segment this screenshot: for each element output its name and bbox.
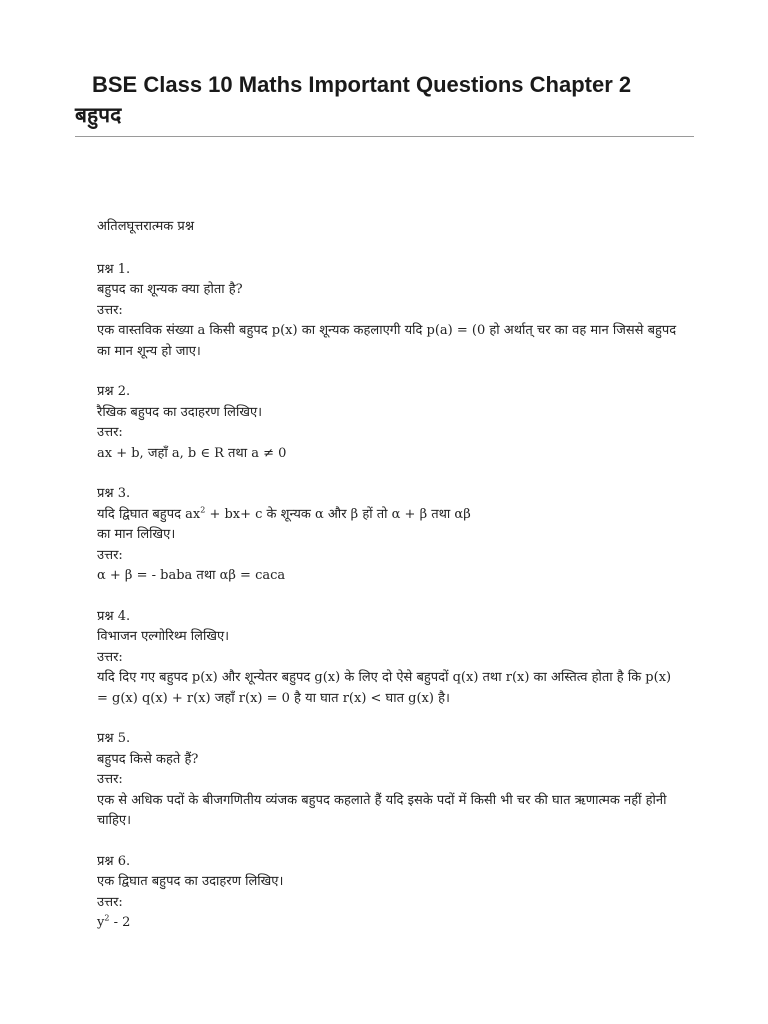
answer-label: उत्तर: [97, 547, 123, 563]
question-text: बहुपद किसे कहते हैं? [97, 751, 199, 767]
superscript: 2 [200, 505, 206, 515]
title-divider [75, 136, 694, 137]
section-heading: अतिलघूत्तरात्मक प्रश्न [97, 219, 195, 234]
question-label: प्रश्न 6. [97, 853, 131, 869]
answer-text: एक से अधिक पदों के बीजगणितीय व्यंजक बहुपद कहलाते हैं यदि इसके पदों में किसी भी चर की घात ऋणात्मक नहीं होनी चाहिए। [97, 792, 667, 828]
answer-text: ax + b, जहाँ a, b ∈ R तथा a ≠ 0 [97, 445, 287, 461]
question-block-1 [97, 260, 677, 363]
question-block-2 [97, 382, 677, 464]
question-text: रैखिक बहुपद का उदाहरण लिखिए। [97, 404, 263, 420]
question-text-part: + bx+ c के शून्यक α और β हों तो α + β तथा αβ [205, 506, 471, 522]
question-text-part: यदि द्विघात बहुपद ax [97, 506, 201, 522]
question-label: प्रश्न 1. [97, 261, 131, 277]
question-block-4 [97, 607, 677, 710]
page-title-line1: BSE Class 10 Maths Important Questions Chapter 2 [92, 72, 632, 97]
answer-text-part: y [97, 915, 105, 930]
page-title [75, 68, 695, 128]
question-label: प्रश्न 3. [97, 486, 131, 501]
question-block-3 [97, 484, 677, 587]
superscript: 2 [104, 913, 110, 923]
question-block-6 [97, 852, 677, 934]
question-label: प्रश्न 5. [97, 731, 131, 746]
answer-label: उत्तर: [97, 425, 123, 440]
answer-label: उत्तर: [97, 894, 123, 910]
question-text: विभाजन एल्गोरिथ्म लिखिए। [97, 629, 230, 644]
question-block-5 [97, 729, 677, 832]
question-label: प्रश्न 2. [97, 384, 131, 399]
answer-text: एक वास्तविक संख्या a किसी बहुपद p(x) का शून्यक कहलाएगी यदि p(a) = (0 हो अर्थात् चर का वह मान जिससे बहुपद का मान शून्य हो जाए। [97, 323, 677, 359]
question-text-continued: का मान लिखिए। [97, 527, 176, 542]
question-text [97, 505, 677, 526]
answer-label: उत्तर: [97, 302, 123, 318]
page-title-line2: बहुपद [75, 103, 122, 127]
document-body [97, 217, 677, 954]
question-label: प्रश्न 4. [97, 608, 131, 624]
answer-text [97, 913, 677, 934]
answer-text-part: - 2 [109, 915, 131, 930]
answer-label: उत्तर: [97, 772, 123, 787]
question-text: एक द्विघात बहुपद का उदाहरण लिखिए। [97, 874, 284, 889]
answer-label: उत्तर: [97, 649, 123, 665]
answer-text: α + β = - baba तथा αβ = caca [97, 568, 286, 583]
question-text: बहुपद का शून्यक क्या होता है? [97, 282, 243, 297]
answer-text: यदि दिए गए बहुपद p(x) और शून्येतर बहुपद g(x) के लिए दो ऐसे बहुपदों q(x) तथा r(x) का अस्तित्व होता है कि p(x) = g(x) q(x) + r(x) जहाँ r(x) = 0 है या घात r(x) < घात g(x) है। [97, 670, 672, 706]
